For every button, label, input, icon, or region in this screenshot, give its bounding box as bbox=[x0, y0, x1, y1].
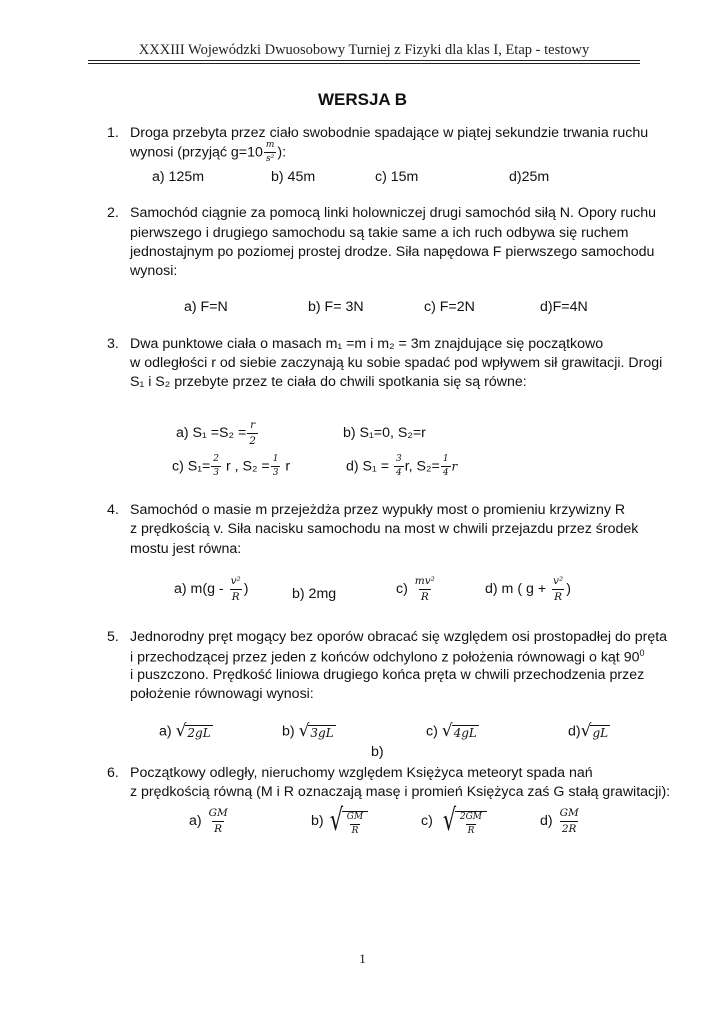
q1-unit-fraction: $\frac{m}{\text{s²}}$ bbox=[265, 140, 275, 164]
q3-option-c: c) S₁= $\frac{2}{3}$ r , S₂ = $\frac{1}{3}$ r bbox=[172, 454, 291, 478]
q4-option-c: c) $\frac{\text{mv²}}{R}$ bbox=[396, 575, 435, 603]
q2-text-line2: pierwszego i drugiego samochodu są takie same a ich ruch odbywa się ruchem bbox=[130, 225, 629, 241]
q2-option-b: b) F= 3N bbox=[308, 299, 364, 315]
q4-text-line2: z prędkością v. Siła nacisku samochodu na most w chwili przejazdu przez środek bbox=[130, 521, 639, 537]
q5-number: 5. bbox=[107, 629, 119, 645]
q3-option-d: d) S₁ = $\frac{3}{4}$ r, S₂= $\frac{1}{4}$ r bbox=[346, 454, 458, 478]
q2-option-c: c) F=2N bbox=[424, 299, 475, 315]
q1-number: 1. bbox=[107, 125, 119, 141]
q3-option-b: b) S₁=0, S₂=r bbox=[343, 425, 426, 441]
q4-number: 4. bbox=[107, 502, 119, 518]
q6-option-a: a) $\frac{GM}{R}$ bbox=[189, 807, 228, 835]
q6-option-c: c) √ $\frac{2GM}{R}$ bbox=[421, 806, 487, 836]
q3-text-line2: w odległości r od siebie zaczynają ku sobie spadać pod wpływem sił grawitacji. Drogi bbox=[130, 355, 663, 371]
header-title: XXXIII Wojewódzki Dwuosobowy Turniej z Fizyki dla klas I, Etap - testowy bbox=[138, 42, 590, 58]
page-number: 1 bbox=[359, 951, 366, 966]
q4-option-b: b) 2mg bbox=[292, 586, 337, 602]
version-title: WERSJA B bbox=[317, 90, 408, 109]
q6-option-d: d) $\frac{GM}{2R}$ bbox=[540, 807, 579, 835]
q4-option-a: a) m(g - $\frac{\text{v²}}{R}$ ) bbox=[174, 575, 249, 603]
q2-number: 2. bbox=[107, 205, 119, 221]
q1-text-line1: Droga przebyta przez ciało swobodnie spadające w piątej sekundzie trwania ruchu bbox=[130, 125, 649, 141]
q3-number: 3. bbox=[107, 336, 119, 352]
q1-text-line2: wynosi (przyjąć g=10 $\frac{m}{\text{s²}}$ ): bbox=[130, 140, 287, 164]
q5-text-line4: położenie równowagi wynosi: bbox=[130, 686, 314, 702]
q1-option-c: c) 15m bbox=[375, 169, 419, 185]
q1-option-a: a) 125m bbox=[152, 169, 205, 185]
q2-text-line1: Samochód ciągnie za pomocą linki holowniczej drugi samochód siłą N. Opory ruchu bbox=[130, 205, 656, 221]
q5-option-b: b) √ 3gL bbox=[282, 721, 334, 741]
q4-option-d: d) m ( g + $\frac{\text{v²}}{R}$ ) bbox=[485, 575, 571, 603]
header-rule-top bbox=[88, 60, 640, 61]
q5-text-line1: Jednorodny pręt mogący bez oporów obracać się względem osi prostopadłej do pręta bbox=[130, 629, 668, 645]
q6-text-line1: Początkowy odległy, nieruchomy względem Księżyca meteoryt spada nań bbox=[130, 765, 593, 781]
q5-text-line2: i przechodzącej przez jeden z końców odchylono z położenia równowagi o kąt $90^0$ bbox=[130, 648, 645, 666]
q3-text-line3: S₁ i S₂ przebyte przez te ciała do chwili spotkania się są równe: bbox=[130, 374, 527, 390]
q2-text-line3: jednostajnym po poziomej prostej drodze. Siła napędowa F pierwszego samochodu bbox=[130, 244, 655, 260]
q4-text-line3: mostu jest równa: bbox=[130, 541, 242, 557]
q5-stray-label: b) bbox=[371, 744, 384, 760]
q3-option-a: a) S₁ =S₂ = $\frac{r}{2}$ bbox=[176, 419, 256, 447]
q2-option-a: a) F=N bbox=[184, 299, 228, 315]
q2-text-line4: wynosi: bbox=[130, 263, 178, 279]
q5-option-c: c) √ 4gL bbox=[426, 721, 477, 741]
q2-option-d: d)F=4N bbox=[540, 299, 588, 315]
q5-option-a: a) √ 2gL bbox=[159, 721, 211, 741]
header-rule-bottom bbox=[88, 63, 640, 64]
q1-option-d: d)25m bbox=[509, 169, 550, 185]
q6-option-b: b) √ $\frac{GM}{R}$ bbox=[311, 806, 368, 836]
q6-text-line2: z prędkością równą (M i R oznaczają masę i promień Księżyca zaś G stałą grawitacji): bbox=[130, 784, 671, 800]
q4-text-line1: Samochód o masie m przejeżdża przez wypukły most o promieniu krzywizny R bbox=[130, 502, 626, 518]
q6-number: 6. bbox=[107, 765, 119, 781]
q1-option-b: b) 45m bbox=[271, 169, 316, 185]
q3-text-line1: Dwa punktowe ciała o masach m₁ =m i m₂ = 3m znajdujące się początkowo bbox=[130, 336, 604, 352]
q5-option-d: d) √ gL bbox=[568, 721, 609, 741]
q5-text-line3: i puszczono. Prędkość liniowa drugiego końca pręta w chwili przechodzenia przez bbox=[130, 667, 645, 683]
